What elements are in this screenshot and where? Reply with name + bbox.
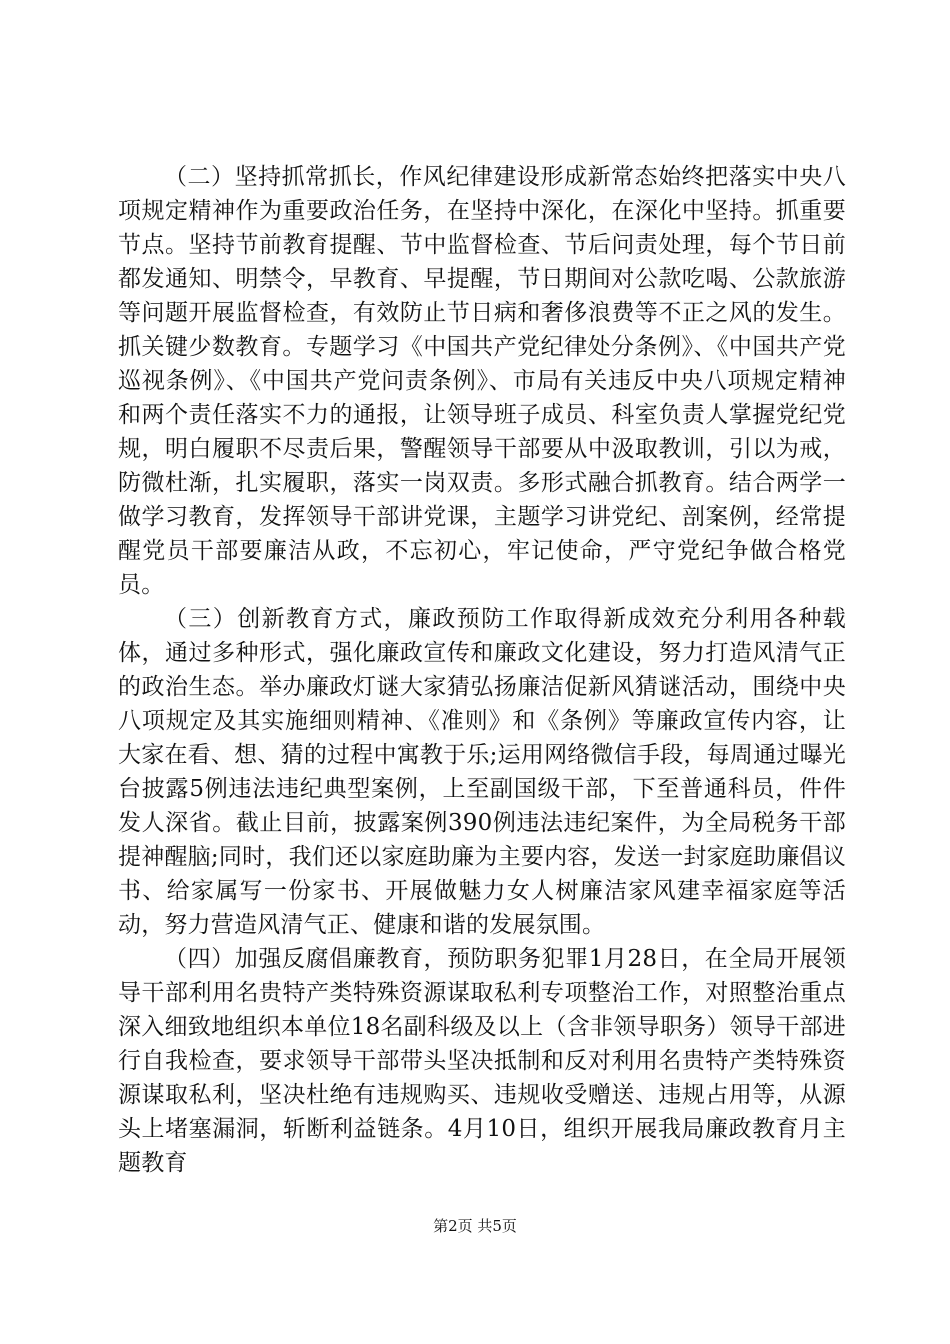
page-footer: 第2页 共5页	[433, 1217, 517, 1235]
document-body	[118, 160, 846, 1180]
paragraph-2: （二）坚持抓常抓长，作风纪律建设形成新常态始终把落实中央八项规定精神作为重要政治任务，在坚持中深化，在深化中坚持。抓重要节点。坚持节前教育提醒、节中监督检查、节后问责处理，每个节日前都发通知、明禁令，早教育、早提醒，节日期间对公款吃喝、公款旅游等问题开展监督检查，有效防止节日病和奢侈浪费等不正之风的发生。抓关键少数教育。专题学习《中国共产党纪律处分条例》、《中国共产党巡视条例》、《中国共产党问责条例》、市局有关违反中央八项规定精神和两个责任落实不力的通报，让领导班子成员、科室负责人掌握党纪党规，明白履职不尽责后果，警醒领导干部要从中汲取教训，引以为戒，防微杜渐，扎实履职，落实一岗双责。多形式融合抓教育。结合两学一做学习教育，发挥领导干部讲党课，主题学习讲党纪、剖案例，经常提醒党员干部要廉洁从政，不忘初心，牢记使命，严守党纪争做合格党员。	[118, 164, 846, 598]
paragraph-3: （三）创新教育方式，廉政预防工作取得新成效充分利用各种载体，通过多种形式，强化廉政宣传和廉政文化建设，努力打造风清气正的政治生态。举办廉政灯谜大家猜弘扬廉洁促新风猜谜活动，围绕中央八项规定及其实施细则精神、《准则》和《条例》等廉政宣传内容，让大家在看、想、猜的过程中寓教于乐;运用网络微信手段，每周通过曝光台披露5例违法违纪典型案例，上至副国级干部，下至普通科员，件件发人深省。截止目前，披露案例390例违法违纪案件，为全局税务干部提神醒脑;同时，我们还以家庭助廉为主要内容，发送一封家庭助廉倡议书、给家属写一份家书、开展做魅力女人树廉洁家风建幸福家庭等活动，努力营造风清气正、健康和谐的发展氛围。	[118, 606, 846, 938]
paragraph-4: （四）加强反腐倡廉教育，预防职务犯罪1月28日，在全局开展领导干部利用名贵特产类特殊资源谋取私利专项整治工作，对照整治重点深入细致地组织本单位18名副科级及以上（含非领导职务）领导干部进行自我检查，要求领导干部带头坚决抵制和反对利用名贵特产类特殊资源谋取私利，坚决杜绝有违规购买、违规收受赠送、违规占用等，从源头上堵塞漏洞，斩断利益链条。4月10日，组织开展我局廉政教育月主题教育	[118, 946, 846, 1176]
